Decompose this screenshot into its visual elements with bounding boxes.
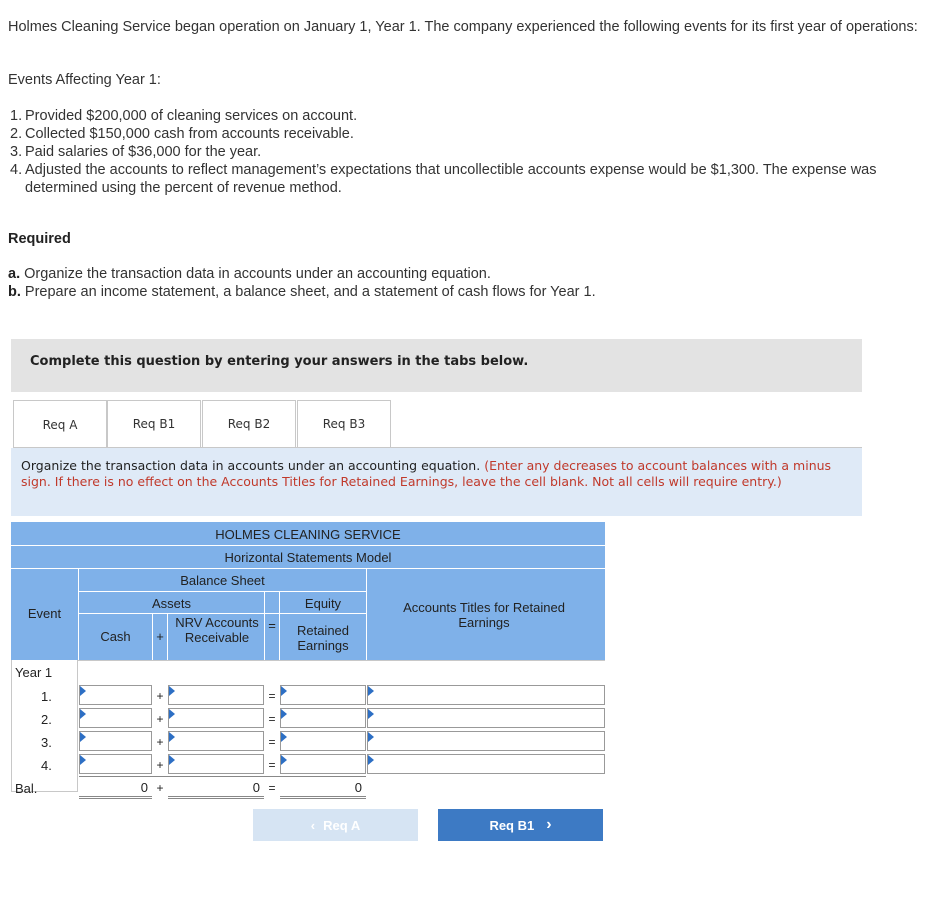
tab-req-b2[interactable]: Req B2	[202, 400, 296, 447]
list-item: 4. Adjusted the accounts to reflect management’s expectations that uncollectible accounts expense would be $1,300. The expense was determined using the percent of revenue method.	[10, 162, 877, 196]
tab-req-a[interactable]: Req A	[13, 400, 107, 448]
next-req-b1-button[interactable]	[438, 809, 603, 841]
events-title: Events Affecting Year 1:	[8, 72, 161, 88]
plus-sign: +	[156, 629, 164, 644]
accounts-titles-column-header: Accounts Titles for Retained Earnings	[403, 600, 565, 630]
nrv-input-event-1[interactable]	[168, 685, 264, 705]
instruction-note: (Enter any decreases to account balances with a minus sign. If there is no effect on the Accounts Titles for Retained Earnings, leave the cell blank. Not all cells will require entry.)	[21, 458, 832, 489]
tab-req-b1[interactable]: Req B1	[107, 400, 201, 447]
event-number: 2.	[41, 712, 52, 727]
retained-earnings-column-header: Retained Earnings	[296, 623, 350, 653]
nrv-input-event-4[interactable]	[168, 754, 264, 774]
nrv-input-event-3[interactable]	[168, 731, 264, 751]
question-instruction	[11, 448, 862, 516]
cash-input-event-2[interactable]	[79, 708, 152, 728]
balance-nrv-value: 0	[252, 780, 260, 795]
equals-sign: =	[268, 618, 276, 633]
account-title-input-event-3[interactable]	[367, 731, 605, 751]
tab-req-b3[interactable]: Req B3	[297, 400, 391, 447]
nrv-column-header: NRV Accounts Receivable	[175, 615, 259, 645]
event-number: 1.	[41, 689, 52, 704]
account-title-input-event-4[interactable]	[367, 754, 605, 774]
instruction-text: Organize the transaction data in accounts under an accounting equation.	[21, 458, 481, 473]
year-label: Year 1	[15, 665, 53, 680]
list-item: 3. Paid salaries of $36,000 for the year.	[10, 144, 262, 160]
balance-retained-earnings-value: 0	[354, 780, 362, 795]
cash-column-header: Cash	[100, 629, 131, 644]
retained-earnings-input-event-1[interactable]	[280, 685, 366, 705]
horizontal-statements-table: HOLMES CLEANING SERVICE Horizontal Statements Model Balance Sheet Assets Equity Event Cash + NRV Accounts Receivable = Retained Earnings Accounts Titles for Retained Earnings Year 1 1. + = 2. + = 3. + = 4. + = Bal. 0 + 0 = 0	[11, 522, 605, 807]
chevron-right-icon: ›	[546, 816, 552, 833]
cash-input-event-1[interactable]	[79, 685, 152, 705]
retained-earnings-input-event-4[interactable]	[280, 754, 366, 774]
company-name: HOLMES CLEANING SERVICE	[215, 527, 401, 542]
events-list	[8, 107, 933, 197]
nrv-input-event-2[interactable]	[168, 708, 264, 728]
balance-cash-value: 0	[140, 780, 148, 795]
requirements-list	[8, 265, 596, 301]
retained-earnings-input-event-3[interactable]	[280, 731, 366, 751]
model-title: Horizontal Statements Model	[224, 550, 392, 565]
next-button-label: Req B1	[489, 817, 535, 833]
chevron-left-icon: ‹	[310, 817, 316, 833]
prev-req-a-button[interactable]	[253, 809, 418, 841]
cash-input-event-3[interactable]	[79, 731, 152, 751]
instructions-banner: Complete this question by entering your answers in the tabs below.	[11, 339, 862, 392]
list-item: 1. Provided $200,000 of cleaning services on account.	[10, 108, 358, 124]
balance-sheet-heading: Balance Sheet	[180, 573, 265, 588]
event-column-header: Event	[27, 606, 62, 621]
balance-label: Bal.	[15, 781, 38, 796]
intro-text: Holmes Cleaning Service began operation on January 1, Year 1. The company experienced the following events for its first year of operations:	[8, 19, 918, 35]
retained-earnings-input-event-2[interactable]	[280, 708, 366, 728]
event-number: 3.	[41, 735, 52, 750]
list-item: b. Prepare an income statement, a balance sheet, and a statement of cash flows for Year 1.	[8, 284, 596, 300]
equity-heading: Equity	[304, 596, 342, 611]
list-item: a. Organize the transaction data in accounts under an accounting equation.	[8, 266, 491, 282]
account-title-input-event-2[interactable]	[367, 708, 605, 728]
cash-input-event-4[interactable]	[79, 754, 152, 774]
account-title-input-event-1[interactable]	[367, 685, 605, 705]
required-heading: Required	[8, 231, 71, 247]
assets-heading: Assets	[151, 596, 191, 611]
prev-button-label: Req A	[323, 817, 361, 833]
event-number: 4.	[41, 758, 52, 773]
list-item: 2. Collected $150,000 cash from accounts receivable.	[10, 126, 354, 142]
